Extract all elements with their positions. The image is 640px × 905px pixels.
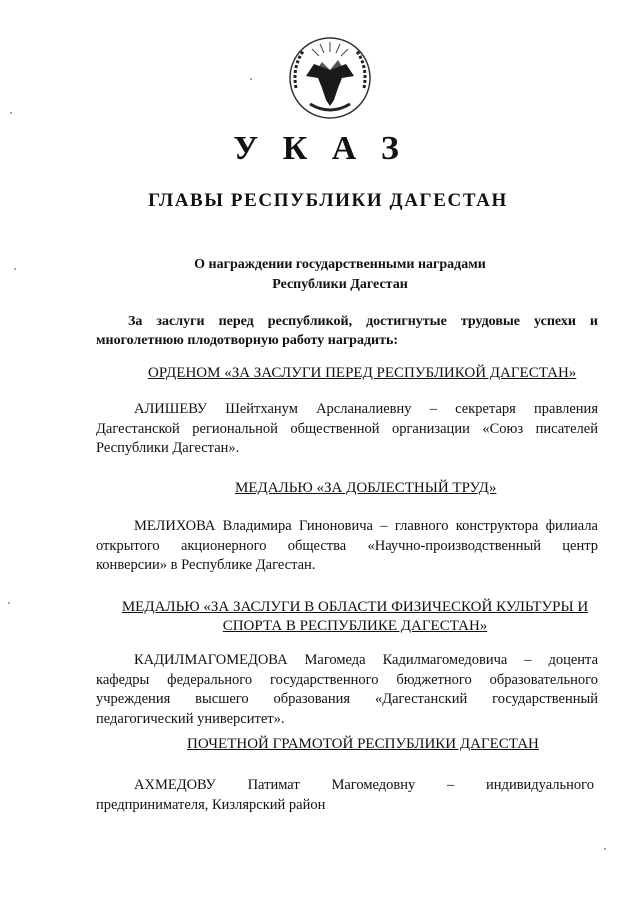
dagestan-coat-of-arms-icon (282, 30, 378, 126)
award-recipient-kadilmagomedov: КАДИЛМАГОМЕДОВА Магомеда Кадилмагомедовича – доцента кафедры федерального государственного бюджетного образовательного учреждения высшего образования «Дагестанский государственный педагогический университет». (96, 652, 598, 727)
page-title: У К А З (233, 130, 407, 167)
award-heading-sports-merit (112, 598, 598, 636)
scan-speck (14, 268, 16, 270)
page-subtitle: ГЛАВЫ РЕСПУБЛИКИ ДАГЕСТАН (148, 190, 508, 211)
award-heading-certificate: ПОЧЕТНОЙ ГРАМОТОЙ РЕСПУБЛИКИ ДАГЕСТАН (187, 736, 539, 752)
subject-line-2: Республики Дагестан (272, 277, 408, 292)
heading-line-1: МЕДАЛЬЮ «ЗА ЗАСЛУГИ В ОБЛАСТИ ФИЗИЧЕСКОЙ КУЛЬТУРЫ И (121, 599, 589, 615)
subject-line-1: О награждении государственными наградами (194, 257, 486, 272)
award-heading-valiant-labor: МЕДАЛЬЮ «ЗА ДОБЛЕСТНЫЙ ТРУД» (235, 480, 497, 496)
scan-speck (8, 602, 10, 604)
award-recipient-melikhov: МЕЛИХОВА Владимира Гиноновича – главного конструктора филиала открытого акционерного общества «Научно-производственный центр конверсии» в Республике Дагестан. (96, 518, 598, 573)
award-heading-order: ОРДЕНОМ «ЗА ЗАСЛУГИ ПЕРЕД РЕСПУБЛИКОЙ ДАГЕСТАН» (148, 365, 577, 381)
decree-subject (150, 255, 530, 295)
scan-speck (10, 112, 12, 114)
award-recipient-akhmedova: АХМЕДОВУ Патимат Магомедовну – индивидуального предпринимателя, Кизлярский район (96, 777, 594, 813)
heading-line-2: СПОРТА В РЕСПУБЛИКЕ ДАГЕСТАН» (222, 618, 488, 634)
award-recipient-alisheva: АЛИШЕВУ Шейтханум Арсланалиевну – секретаря правления Дагестанской региональной общественной организации «Союз писателей Республики Дагестан». (96, 401, 598, 456)
scan-speck (250, 78, 252, 80)
decree-preamble: За заслуги перед республикой, достигнутые трудовые успехи и многолетнюю плодотворную работу наградить: (96, 314, 598, 348)
scan-speck (604, 848, 606, 850)
